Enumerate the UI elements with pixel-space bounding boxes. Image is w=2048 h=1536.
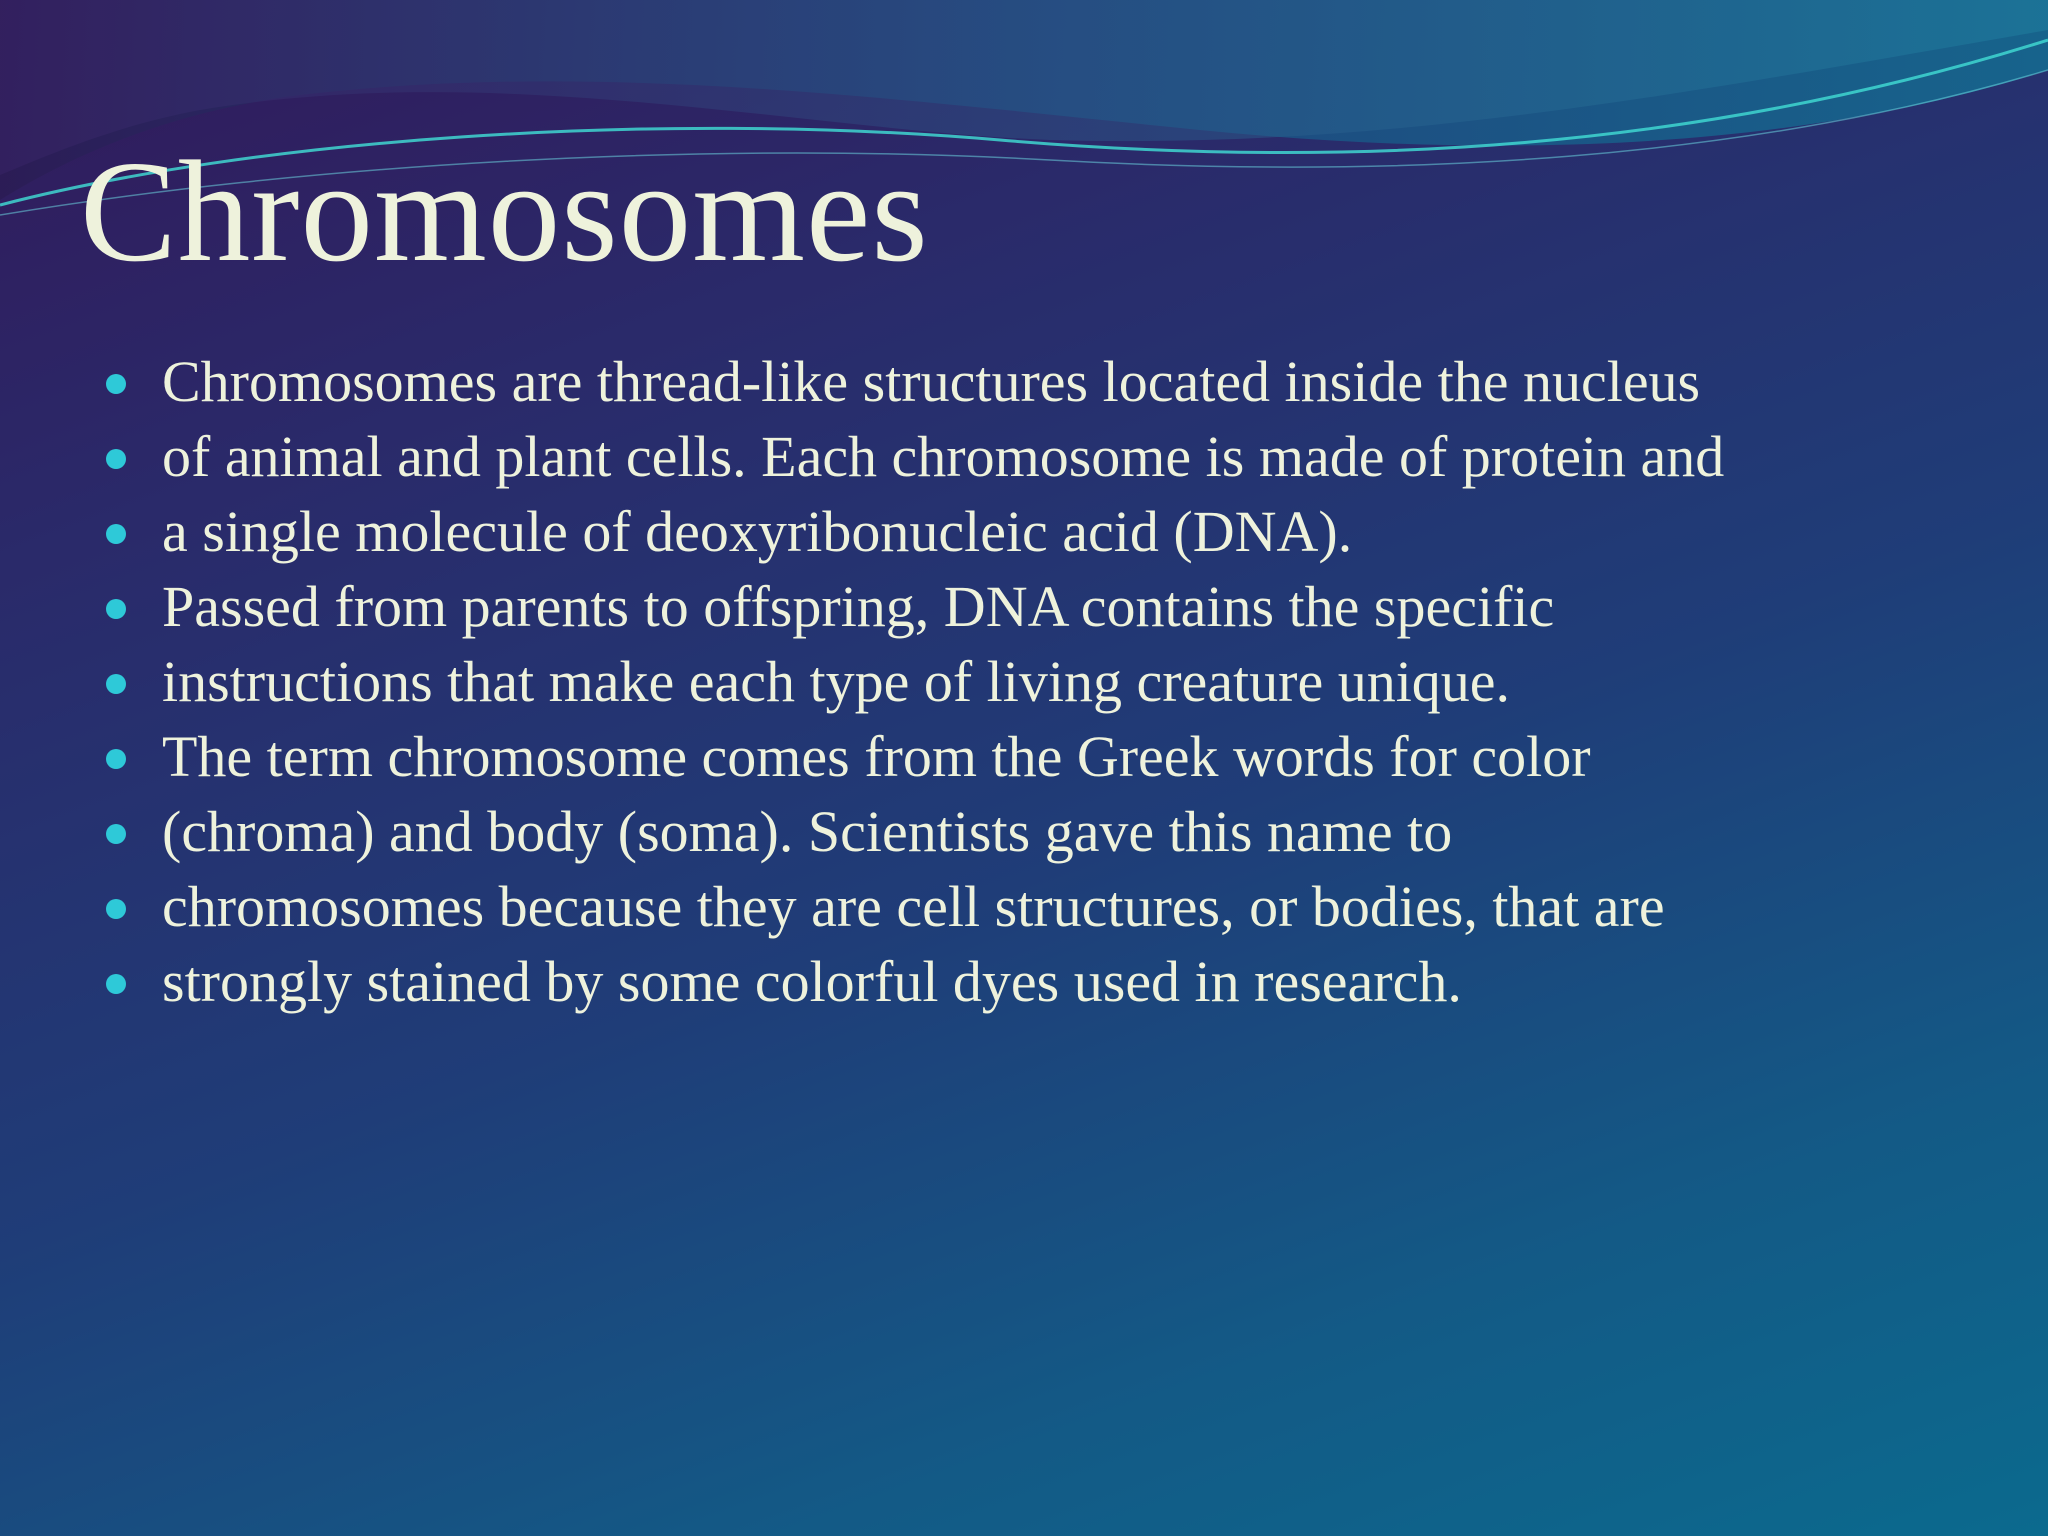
bullet-dot-icon — [106, 449, 126, 469]
bullet-dot-icon — [106, 974, 126, 994]
list-item — [100, 424, 2000, 489]
bullet-text: strongly stained by some colorful dyes used in research. — [162, 949, 1462, 1014]
list-item — [100, 574, 2000, 639]
list-item — [100, 724, 2000, 789]
slide-title: Chromosomes — [80, 132, 929, 292]
bullet-dot-icon — [106, 749, 126, 769]
list-item — [100, 949, 2000, 1014]
bullet-text: instructions that make each type of living creature unique. — [162, 649, 1511, 714]
bullet-list — [100, 349, 2000, 1027]
bullet-text: chromosomes because they are cell structures, or bodies, that are — [162, 874, 1665, 939]
bullet-text: of animal and plant cells. Each chromosome is made of protein and — [162, 424, 1725, 489]
bullet-text: a single molecule of deoxyribonucleic acid (DNA). — [162, 499, 1353, 564]
bullet-text: (chroma) and body (soma). Scientists gave this name to — [162, 799, 1453, 864]
list-item — [100, 874, 2000, 939]
list-item — [100, 349, 2000, 414]
bullet-dot-icon — [106, 524, 126, 544]
bullet-text: Chromosomes are thread-like structures located inside the nucleus — [162, 349, 1701, 414]
bullet-dot-icon — [106, 674, 126, 694]
list-item — [100, 499, 2000, 564]
list-item — [100, 649, 2000, 714]
bullet-dot-icon — [106, 374, 126, 394]
bullet-text: Passed from parents to offspring, DNA contains the specific — [162, 574, 1555, 639]
bullet-dot-icon — [106, 824, 126, 844]
bullet-dot-icon — [106, 899, 126, 919]
bullet-dot-icon — [106, 599, 126, 619]
bullet-text: The term chromosome comes from the Greek words for color — [162, 724, 1591, 789]
list-item — [100, 799, 2000, 864]
